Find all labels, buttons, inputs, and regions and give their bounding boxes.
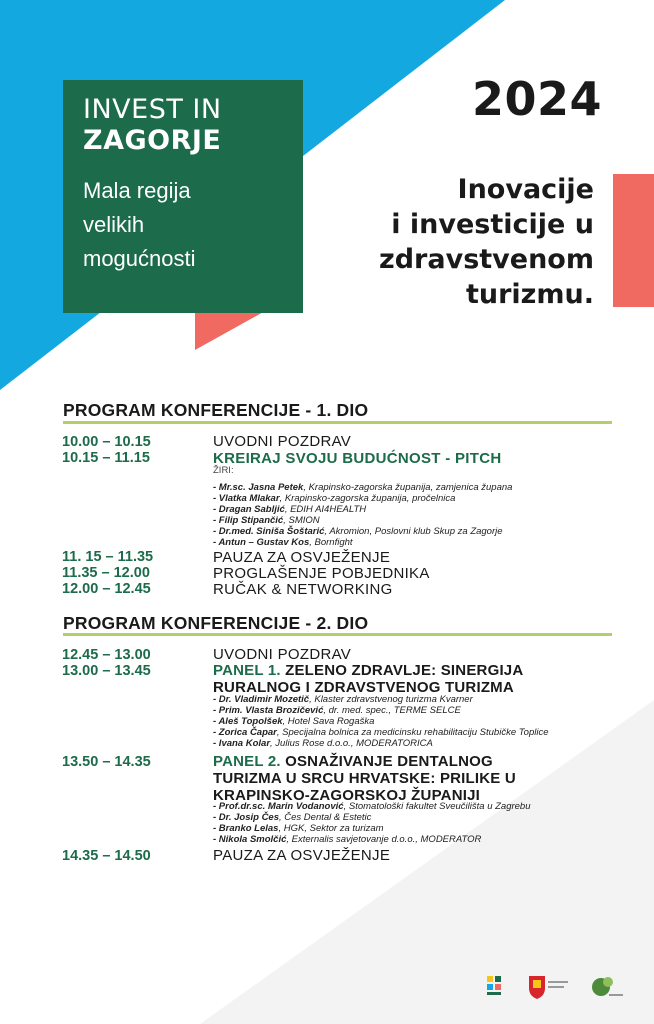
speaker: - Prim. Vlasta Brozičević, dr. med. spec., TERME SELCE — [213, 705, 461, 716]
speaker: - Dr. Vladimir Mozetič, Klaster zdravstvenog turizma Kvarner — [213, 694, 473, 705]
time-slot: 13.00 – 13.45 — [62, 663, 151, 679]
section-title-part-2: PROGRAM KONFERENCIJE - 2. DIO — [63, 613, 369, 633]
time-slot: 11.35 – 12.00 — [62, 565, 150, 581]
time-slot: 11. 15 – 11.35 — [62, 549, 154, 565]
panel-2-title: PANEL 2. OSNAŽIVANJE DENTALNOG TURIZMA U SRCU HRVATSKE: PRILIKE U KRAPINSKO-ZAGORSKOJ ŽUPANIJI — [213, 753, 516, 804]
time-slot: 12.45 – 13.00 — [62, 647, 151, 663]
speaker: - Dr. Josip Čes, Čes Dental & Estetic — [213, 812, 372, 823]
agenda-item: PAUZA ZA OSVJEŽENJE — [213, 549, 391, 566]
agenda-item: UVODNI POZDRAV — [213, 646, 352, 663]
brand-line-1: INVEST IN — [83, 94, 222, 125]
section-rule-1 — [63, 421, 612, 424]
section-rule-2 — [63, 633, 612, 636]
partner-logo — [592, 977, 623, 996]
jury-member: - Dr.med. Siniša Šoštarić, Akromion, Poslovni klub Skup za Zagorje — [213, 526, 503, 537]
speaker: - Nikola Smolčić, Externalis savjetovanje d.o.o., MODERATOR — [213, 834, 482, 845]
jury-member: - Antun – Gustav Kos, Bornfight — [213, 537, 353, 548]
agenda-item: UVODNI POZDRAV — [213, 433, 352, 450]
speaker: - Aleš Topolšek, Hotel Sava Rogaška — [213, 716, 375, 727]
agenda-item: RUČAK & NETWORKING — [213, 581, 393, 598]
brand-tagline: Mala regija velikih mogućnosti — [83, 178, 196, 271]
time-slot: 10.00 – 10.15 — [62, 434, 151, 450]
zagorje-logo — [487, 976, 501, 995]
jury-list — [213, 482, 512, 548]
speaker: - Zorica Čapar, Specijalna bolnica za medicinsku rehabilitaciju Stubičke Toplice — [213, 727, 549, 738]
county-coat-of-arms — [529, 976, 568, 999]
panel-1-title: PANEL 1. ZELENO ZDRAVLJE: SINERGIJA RURALNOG I ZDRAVSTVENOG TURIZMA — [213, 662, 524, 696]
time-slot: 10.15 – 11.15 — [62, 450, 150, 466]
year: 2024 — [471, 72, 602, 126]
jury-member: - Vlatka Mlakar, Krapinsko-zagorska županija, pročelnica — [213, 493, 456, 504]
time-slot: 13.50 – 14.35 — [62, 754, 151, 770]
brand-box — [63, 80, 303, 313]
time-slot: 12.00 – 12.45 — [62, 581, 151, 597]
footer-logos — [485, 972, 625, 1002]
time-slot: 14.35 – 14.50 — [62, 848, 151, 864]
jury-label: ŽIRI: — [213, 465, 234, 476]
brand-line-2: ZAGORJE — [83, 125, 222, 156]
agenda-item: PROGLAŠENJE POBJEDNIKA — [213, 565, 430, 582]
speaker: - Prof.dr.sc. Marin Vodanović, Stomatološki fakultet Sveučilišta u Zagrebu — [213, 801, 531, 812]
jury-member: - Mr.sc. Jasna Petek, Krapinsko-zagorska županija, zamjenica župana — [213, 482, 513, 493]
agenda-item: PAUZA ZA OSVJEŽENJE — [213, 847, 391, 864]
jury-member: - Filip Stipančić, SMION — [213, 515, 320, 526]
agenda-item-pitch: KREIRAJ SVOJU BUDUĆNOST - PITCH — [213, 450, 502, 467]
speaker: - Ivana Kolar, Julius Rose d.o.o., MODERATORICA — [213, 738, 433, 749]
headline: Inovacije i investicije u zdravstvenom turizmu. — [379, 174, 594, 310]
panel-1-speakers — [213, 694, 549, 749]
coral-side-bar — [613, 174, 654, 307]
panel-2-speakers — [213, 801, 531, 845]
section-title-part-1: PROGRAM KONFERENCIJE - 1. DIO — [63, 400, 369, 420]
jury-member: - Dragan Sabljić, EDIH AI4HEALTH — [213, 504, 367, 515]
speaker: - Branko Lelas, HGK, Sektor za turizam — [213, 823, 384, 834]
